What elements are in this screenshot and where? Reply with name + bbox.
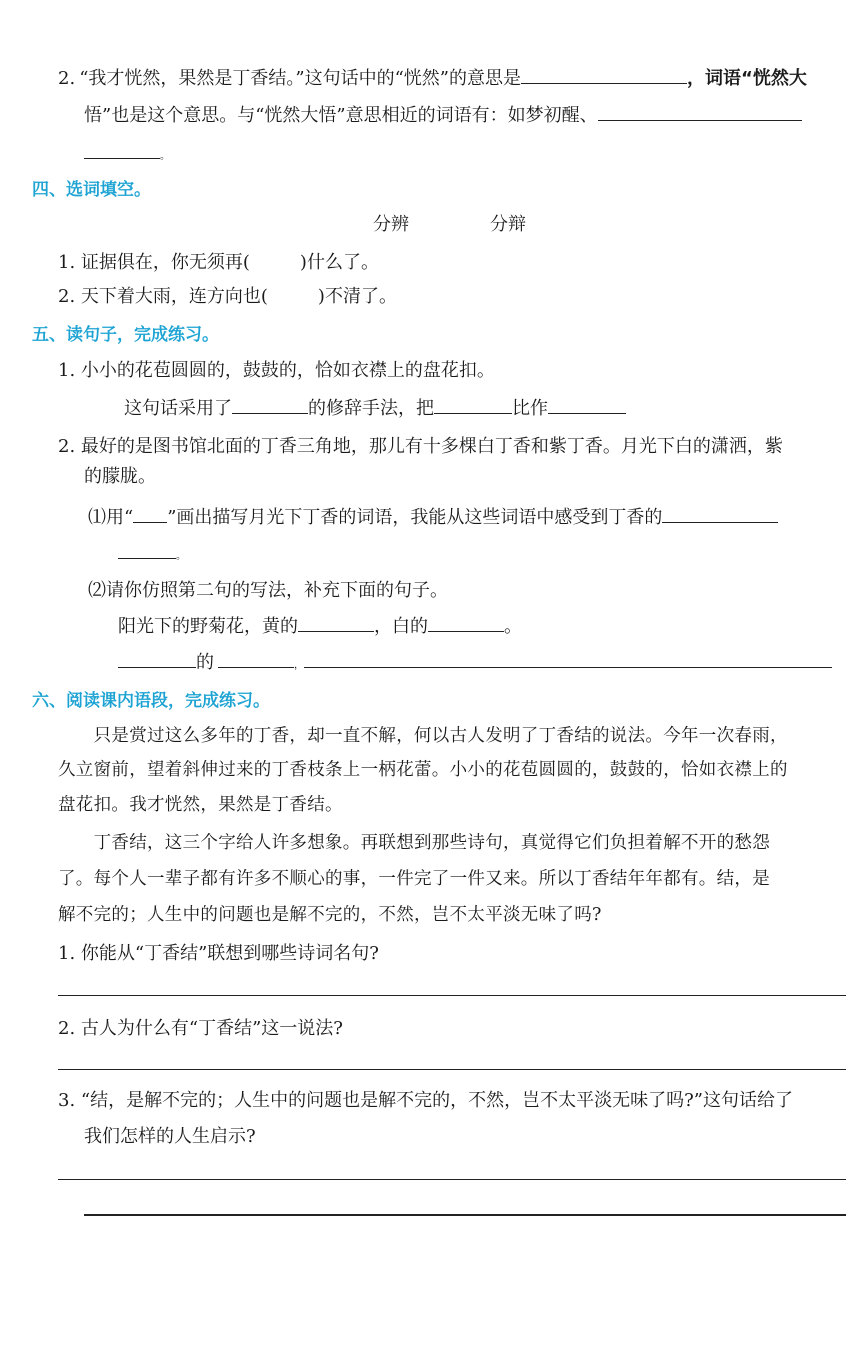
passage-p1-line1: 只是赏过这么多年的丁香，却一直不解，何以古人发明了丁香结的说法。今年一次春雨， xyxy=(58,726,788,746)
item-2-text-a: 2. 天下着大雨，连方向也( xyxy=(58,286,268,307)
passage-p1-line2: 久立窗前，望着斜伸过来的丁香枝条上一柄花蕾。小小的花苞圆圆的，鼓鼓的，恰如衣襟上的 xyxy=(58,760,788,780)
q2-line1 xyxy=(58,64,807,90)
s1-q-text-b: 的修辞手法，把 xyxy=(308,398,434,419)
s2-q2-blank-white[interactable] xyxy=(428,613,504,632)
s1-blank-object[interactable] xyxy=(434,395,512,414)
section5-s2-q1 xyxy=(88,503,778,529)
s2-q2-text-b: ，白的 xyxy=(374,616,428,637)
passage-p2-line1: 丁香结，这三个字给人许多想象。再联想到那些诗句，真觉得它们负担着解不开的愁怨 xyxy=(58,833,770,853)
section4-title: 四、选词填空。 xyxy=(32,180,151,200)
section4-item-2 xyxy=(58,282,397,308)
q2-blank-meaning[interactable] xyxy=(521,65,687,84)
section5-s2-q2-line2 xyxy=(118,648,832,674)
s2-q2-blank-rest[interactable] xyxy=(304,649,832,668)
section5-s2-q2-line1 xyxy=(118,612,522,638)
section5-sentence-2-line2: 的朦胧。 xyxy=(84,466,156,487)
word-option-2: 分辩 xyxy=(490,214,526,235)
passage-p2-line3: 解不完的；人生中的问题也是解不完的，不然，岂不太平淡无味了吗? xyxy=(58,905,602,925)
q2-end-period: 。 xyxy=(160,151,170,162)
s2-q2-text-d: 的 xyxy=(196,652,214,673)
section5-sentence-1: 1. 小小的花苞圆圆的，鼓鼓的，恰如衣襟上的盘花扣。 xyxy=(58,360,495,381)
item-1-text-b: )什么了。 xyxy=(299,252,379,273)
item-1-text-a: 1. 证据俱在，你无须再( xyxy=(58,252,250,273)
s2-q2-blank-subject[interactable] xyxy=(118,649,196,668)
q2-text-b: ，词语“恍然大 xyxy=(687,68,807,89)
s2-q1-blank-feeling[interactable] xyxy=(662,504,778,523)
s2-q2-text-a: 阳光下的野菊花，黄的 xyxy=(118,616,298,637)
section5-title: 五、读句子，完成练习。 xyxy=(32,325,219,345)
s2-q2-text-c: 。 xyxy=(504,616,522,637)
section6-q3-line1: 3. “结，是解不完的；人生中的问题也是解不完的，不然，岂不太平淡无味了吗?”这句话给了 xyxy=(58,1090,793,1111)
section6-q1: 1. 你能从“丁香结”联想到哪些诗词名句? xyxy=(58,943,379,964)
q2-line3 xyxy=(84,140,170,164)
s1-q-text-a: 这句话采用了 xyxy=(124,398,232,419)
s2-q1-text-a: ⑴用“ xyxy=(88,507,134,528)
section5-q1 xyxy=(124,394,626,420)
s2-q2-text-e: ， xyxy=(294,660,304,671)
word-option-1: 分辨 xyxy=(373,214,409,235)
s1-blank-compared[interactable] xyxy=(548,395,626,414)
section5-sentence-2-line1: 2. 最好的是图书馆北面的丁香三角地，那儿有十多棵白丁香和紫丁香。月光下白的潇洒，紫 xyxy=(58,436,783,457)
section4-item-1 xyxy=(58,248,379,274)
answer-line-q3a[interactable] xyxy=(58,1179,846,1180)
section6-q3-line2: 我们怎样的人生启示? xyxy=(84,1126,256,1147)
underline-sample xyxy=(133,504,167,523)
s2-q1-text-b: ”画出描写月光下丁香的词语，我能从这些词语中感受到丁香的 xyxy=(167,507,663,528)
section5-s2-q2: ⑵请你仿照第二句的写法，补充下面的句子。 xyxy=(88,580,448,601)
answer-line-q1[interactable] xyxy=(58,995,846,996)
answer-line-q2[interactable] xyxy=(58,1069,846,1070)
q2-text-a: “我才恍然，果然是丁香结。”这句话中的“恍然”的意思是 xyxy=(79,68,521,89)
section6-title: 六、阅读课内语段，完成练习。 xyxy=(32,691,270,711)
s1-blank-rhetoric[interactable] xyxy=(232,395,308,414)
section6-q2: 2. 古人为什么有“丁香结”这一说法? xyxy=(58,1018,343,1039)
q2-blank-synonym1[interactable] xyxy=(598,102,802,121)
passage-p1-line3: 盘花扣。我才恍然，果然是丁香结。 xyxy=(58,795,343,815)
q2-blank-synonym2[interactable] xyxy=(84,140,160,159)
s2-q2-blank-yellow[interactable] xyxy=(298,613,374,632)
q2-number: 2. xyxy=(58,68,76,89)
q2-text-c: 悟”也是这个意思。与“恍然大悟”意思相近的词语有：如梦初醒、 xyxy=(84,105,598,126)
item-2-text-b: )不清了。 xyxy=(317,286,397,307)
s2-q1-end: 。 xyxy=(176,551,186,562)
s2-q2-blank-adj[interactable] xyxy=(218,649,294,668)
answer-line-q3b[interactable] xyxy=(84,1214,846,1216)
passage-p2-line2: 了。每个人一辈子都有许多不顺心的事，一件完了一件又来。所以丁香结年年都有。结，是 xyxy=(58,869,770,889)
q2-line2 xyxy=(84,101,802,127)
s1-q-text-c: 比作 xyxy=(512,398,548,419)
s2-q1-blank-cont[interactable] xyxy=(118,540,176,559)
section5-s2-q1-line2 xyxy=(118,540,186,564)
